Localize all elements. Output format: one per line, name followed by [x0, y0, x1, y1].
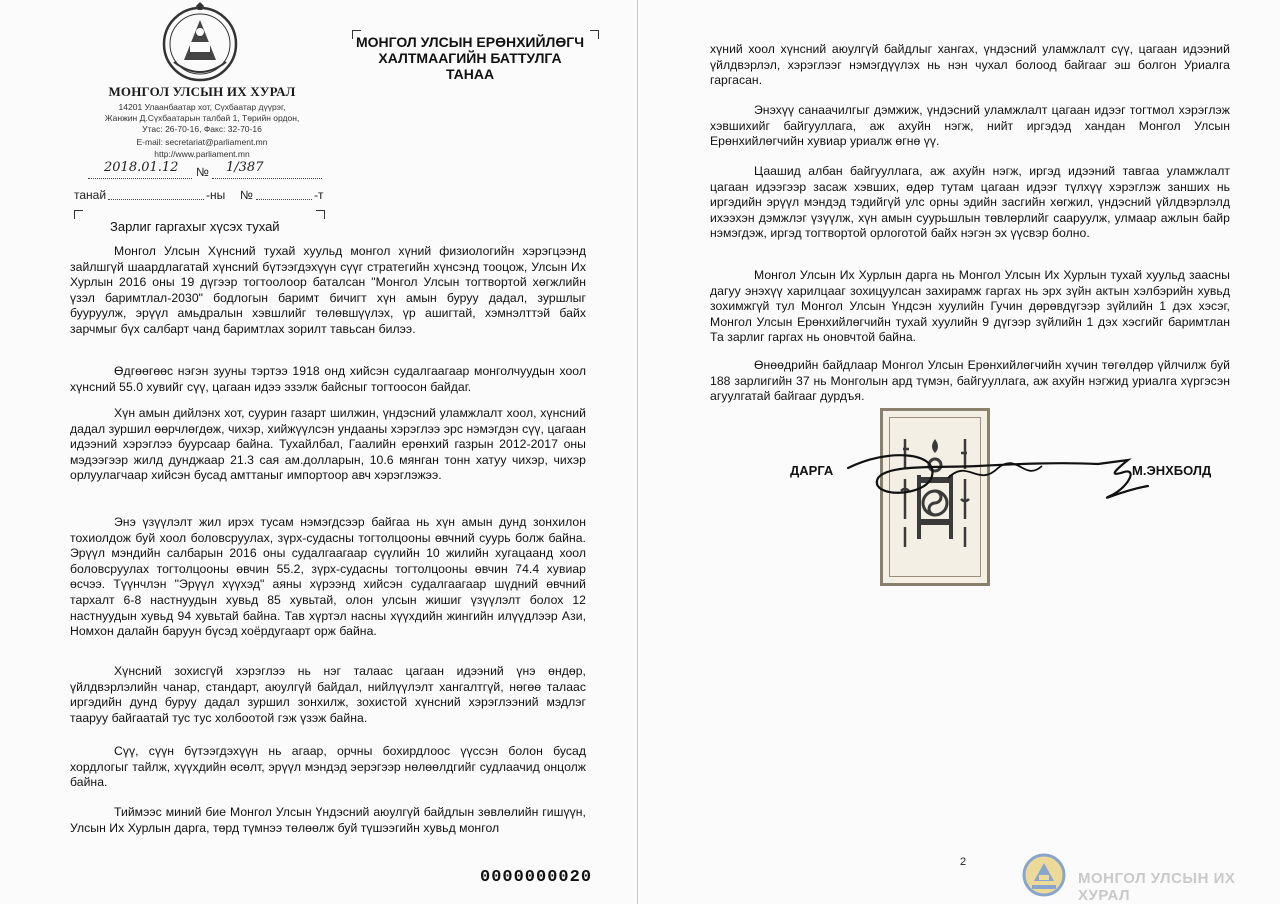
watermark-text: МОНГОЛ УЛСЫН ИХ ХУРАЛ — [1078, 870, 1236, 904]
state-emblem-icon — [160, 2, 240, 84]
address-line-1: 14201 Улаанбаатар хот, Сүхбаатар дүүрэг, — [118, 102, 286, 112]
corner-mark — [590, 30, 599, 39]
signature-scribble — [828, 438, 1168, 518]
signatory-name: М.ЭНХБОЛД — [1132, 463, 1212, 478]
corner-mark — [74, 210, 83, 219]
number-label: № — [196, 165, 209, 179]
ny-label: -ны — [206, 188, 226, 202]
document-page-2 — [638, 0, 1280, 904]
body-paragraph: Монгол Улсын Их Хурлын дарга нь Монгол Улсын Их Хурлын тухай хуульд заасны дагуу энэхүү харилцааг зохицуулсан захирамж гаргах нь эрх зүйн актын хэлбэрийн хувьд зохимжгүй тул Монгол Улсын Үндсэн хуулийн Гучин дөрөвдүгээр зүйлийн 1 дэх хэсэг, Монгол Улсын Ерөнхийлөгчийн тухай хуулийн 9 дүгээр зүйлийн 1 дэх хэсгийг баримтлан Та зарлиг гаргах нь оновчтой байна. — [710, 268, 1230, 345]
website: http://www.parliament.mn — [154, 149, 250, 159]
body-paragraph: Хүнсний зохисгүй хэрэглээ нь нэг талаас цагаан идээний үнэ өндөр, үйлдвэрлэлийн чанар, стандарт, аюулгүй байдал, нийлүүлэлт хангалтгүй, нөгөө талаас иргэдийн дунд буруу дадал зуршил зонхилж, зохистой хүнсний хэрэглээний мэдлэг тааруу байгаатай тус тус холбоотой гэж үзэж байна. — [70, 664, 586, 725]
number-underline — [212, 178, 322, 179]
tanai-underline — [108, 199, 204, 200]
body-paragraph: Монгол Улсын Хүнсний тухай хуульд монгол хүний физиологийн хэрэгцээнд зайлшгүй шаардлагатай хүнсний бүтээгдэхүүн сүүг стратегийн хүнсэнд тооцож, Улсын Их Хурлын 2016 оны 19 дүгээр тогтоолоор баталсан "Монгол Улсын тогтвортой хөгжлийн үзэл баримтлал-2030" бодлогын баримт бичигт хүн амын буруу дадал, зуршлыг бууруулж, эрүүл амьдралын хэвшлийг төлөвшүүлэх, үр ашигтай, хэмнэлттэй байх зарчмыг бүх салбарт чанд баримтлах зорилт тавьсан билээ. — [70, 244, 586, 336]
addressee-line-1: МОНГОЛ УЛСЫН ЕРӨНХИЙЛӨГЧ — [355, 34, 585, 50]
body-paragraph: Цаашид албан байгууллага, аж ахуйн нэгж, иргэд идээний тавгаа уламжлалт цагаан идээгээр засаж хэвших, өдөр тутам цагаан идээг түлхүү хэрэглэж занших нь иргэдийн эрүүл мэндэд тэдийгүй улс орны эдийн засгийн хөгжил, үндэсний үйлдвэрлэлд ихээхэн дэмжлэг үзүүлж, хүн амын суурьшлын төвлөрлийг сааруулж, улмаар ажлын байр нэмэгдэж, иргэд тогтвортой орлоготой байх нэгэн эх үүсвэр болно. — [710, 164, 1230, 241]
date-handwritten: 2018.01.12 — [104, 160, 179, 175]
body-paragraph: хүний хоол хүнсний аюулгүй байдлыг хангах, үндэсний уламжлалт сүү, цагаан идээний үйлдвэрлэл, хэрэглээг нэмэгдүүлэх нь нэн чухал болоод байгааг эш болгон Уриалга гаргасан. — [710, 42, 1230, 88]
date-underline — [88, 178, 192, 179]
document-page-1 — [0, 0, 638, 904]
number-handwritten: 1/387 — [226, 160, 264, 175]
phone-fax: Утас: 26-70-16, Факс: 32-70-16 — [142, 124, 262, 134]
tanai-label: танай — [74, 188, 107, 202]
corner-mark — [316, 210, 325, 219]
subject-line: Зарлиг гаргахыг хүсэх тухай — [110, 219, 280, 234]
t-label: -т — [314, 188, 324, 202]
body-paragraph: Энэхүү санаачилгыг дэмжиж, үндэсний уламжлалт цагаан идээг тогтмол хэрэглэж хэвшихийг байгууллага, аж ахуйн нэгж, нийт иргэдэд хандан Монгол Улсын Ерөнхийлөгчийн хувиар уриалж өгнө үү. — [710, 103, 1230, 149]
body-paragraph: Энэ үзүүлэлт жил ирэх тусам нэмэгдсээр байгаа нь хүн амын дунд зонхилон тохиолдож буй хоол боловсруулах, зүрх-судасны тогтолцооны өвчний суурь болж байна. Эрүүл мэндийн салбарын 2016 оны судалгаагаар сүүлийн 10 жилийн хугацаанд хоол боловсруулах тогтолцооны өвчин 55.2, зүрх-судасны тогтолцооны өвчин 74.4 хувиар өсчээ. Түүнчлэн "Эрүүл хүүхэд" аяны хүрээнд хийсэн судалгаагаар шүдний өвчний тархалт 6-8 настнуудын хувьд 85 хувьтай, олон улсын жишиг үзүүлэлт болох 12 настнуудын хувьд 94 хувьтай байна. Тав хүртэл насны хүүхдийн жингийн илүүдлээр Ази, Номхон далайн баруун бүсэд хоёрдугаарт орж байна. — [70, 515, 586, 639]
addressee-line-3: ТАНАА — [445, 66, 495, 82]
body-paragraph: Өдгөөгөөс нэгэн зууны тэртээ 1918 онд хийсэн судалгаагаар монголчуудын хоол хүнсний 55.0 хувийг сүү, цагаан идээ эзэлж байсныг тогтоосон байдаг. — [70, 364, 586, 394]
body-paragraph: Сүү, сүүн бүтээгдэхүүн нь агаар, орчны бохирдлоос үүссэн болон бусад хордлогыг тайлж, хүүхдийн өсөлт, эрүүл мэндэд эерэгээр нөлөөлдгийг судлаачид онцолж байна. — [70, 744, 586, 790]
address-line-2: Жанжин Д.Сүхбаатарын талбай 1, Төрийн ордон, — [104, 113, 300, 123]
body-paragraph: Тиймээс миний бие Монгол Улсын Үндэсний аюулгүй байдлын зөвлөлийн гишүүн, Улсын Их Хурлын дарга, төрд түмнээ төлөөлж буй түшээгийн хувьд монгол — [70, 805, 586, 835]
body-paragraph: Өнөөдрийн байдлаар Монгол Улсын Ерөнхийлөгчийн хүчин төгөлдөр үйлчилж буй 188 зарлигийн 37 нь Монголын ард түмэн, байгууллага, аж ахуйн нэгжид уриалга хүргэсэн агуулгатай байгааг дурдъя. — [710, 358, 1230, 404]
document-number: 0000000020 — [480, 868, 593, 887]
body-paragraph: Хүн амын дийлэнх хот, суурин газарт шилжин, үндэсний уламжлалт хоол, хүнсний дадал зуршил өөрчлөгдөж, чихэр, хийжүүлсэн ундааны хэрэглээ эрс нэмэгдэн сүү, цагаан идээний хэрэглээ буурсаар байна. Тухайлбал, Гаалийн ерөнхий газрын 2012-2017 оны мэдээгээр жилд дунджаар 21.3 сая ам.долларын, 10.6 мянган тонн хатуу чихэр, чихэр орлуулагчаар хийсэн бусад амттаныг импортоор авч хэрэглэжээ. — [70, 406, 586, 483]
ref-number-label: № — [240, 188, 253, 202]
org-name: МОНГОЛ УЛСЫН ИХ ХУРАЛ — [108, 84, 296, 99]
page-number: 2 — [960, 856, 967, 868]
signatory-title: ДАРГА — [790, 463, 834, 478]
addressee-line-2: ХАЛТМААГИЙН БАТТУЛГА — [378, 50, 562, 66]
email: E-mail: secretariat@parliament.mn — [136, 137, 268, 147]
ref-underline — [256, 199, 312, 200]
addressee-block — [350, 34, 590, 82]
parliament-logo-icon — [1022, 853, 1066, 897]
